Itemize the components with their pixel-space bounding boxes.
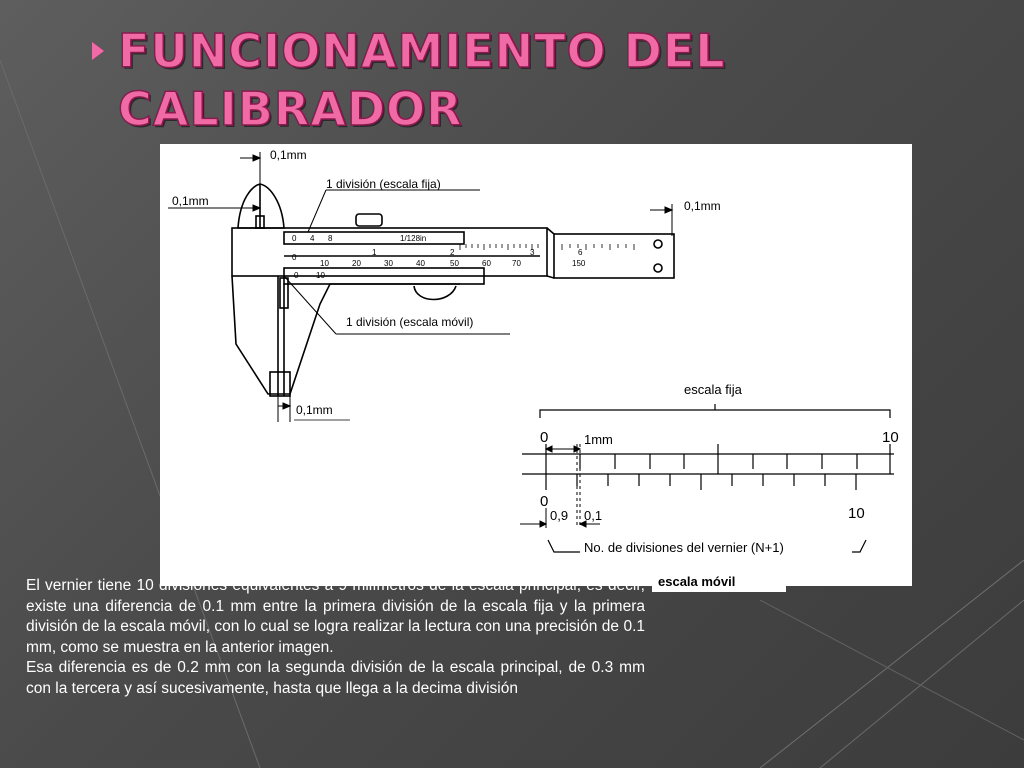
paragraph: El vernier tiene 10 divisiones equivalentes a 9 milímetros de la escala principal, es decir, existe una diferencia de 0.1 mm entre la primera división de la escala fija y la primera división de la escala móvil, con lo cual se logra realizar la lectura con una precisión de 0.1 mm, como se muestra en la anterior imagen.	[26, 577, 645, 656]
vernier-divisions-label: No. de divisiones del vernier (N+1)	[584, 540, 784, 555]
caliper-label-bottom: 0,1mm	[296, 403, 333, 417]
bar-small-number: 2	[450, 248, 455, 257]
one-mm-label: 1mm	[584, 432, 613, 447]
caliper-scale-numbers	[292, 234, 586, 280]
moving-scale-tag	[652, 572, 788, 592]
bar-zero: 0	[292, 253, 297, 262]
fixed-scale-start: 0	[540, 429, 549, 446]
callout-fixed-division: 1 división (escala fija)	[326, 177, 441, 191]
bar-main-number: 40	[416, 259, 425, 268]
bar-main-number: 50	[450, 259, 459, 268]
title-line-1: FUNCIONAMIENTO DEL	[118, 24, 726, 78]
caliper-drawing	[232, 184, 674, 396]
bar-small-number: 1	[372, 248, 377, 257]
bar-top-number: 4	[310, 234, 315, 243]
dimension-lines	[168, 152, 672, 422]
vernier-scale-ticks	[546, 474, 856, 490]
slide-body	[26, 576, 645, 699]
gap-right-value: 0,1	[584, 508, 603, 523]
bar-main-number: 10	[320, 259, 329, 268]
caliper-label-top: 0,1mm	[270, 148, 307, 162]
fixed-scale-ticks	[546, 444, 890, 474]
caliper-label-left: 0,1mm	[172, 194, 209, 208]
bar-main-number: 60	[482, 259, 491, 268]
bar-main-number: 30	[384, 259, 393, 268]
slide-title	[118, 22, 818, 138]
paragraph: Esa diferencia es de 0.2 mm con la segunda división de la escala principal, de 0.3 mm con la tercera y así sucesivamente, hasta que llega a la decima división	[26, 659, 645, 697]
fixed-scale-label: escala fija	[684, 382, 742, 397]
one-mm-dimension	[546, 446, 580, 452]
fixed-scale-end: 10	[882, 429, 899, 446]
arrow-bullet-icon	[92, 42, 104, 60]
bar-top-number: 0	[292, 234, 297, 243]
caliper-label-right: 0,1mm	[684, 199, 721, 213]
vernier-scale-end: 10	[848, 505, 865, 522]
vernier-number: 0	[294, 271, 299, 280]
bar-top-number: 8	[328, 234, 333, 243]
bar-inch-label: 1/128in	[400, 234, 427, 243]
bar-small-number: 6	[578, 248, 583, 257]
fixed-scale-brace	[540, 404, 890, 418]
gap-left-value: 0,9	[550, 508, 569, 523]
moving-scale-label: escala móvil	[658, 574, 736, 589]
bar-main-number: 150	[572, 259, 586, 268]
callout-moving-division: 1 división (escala móvil)	[346, 315, 474, 329]
vernier-number: 10	[316, 271, 325, 280]
bar-main-number: 20	[352, 259, 361, 268]
caliper-diagram	[160, 144, 912, 586]
title-line-2: CALIBRADOR	[118, 82, 463, 136]
vernier-scale-start: 0	[540, 493, 549, 510]
bar-small-number: 3	[530, 248, 535, 257]
bar-main-number: 70	[512, 259, 521, 268]
